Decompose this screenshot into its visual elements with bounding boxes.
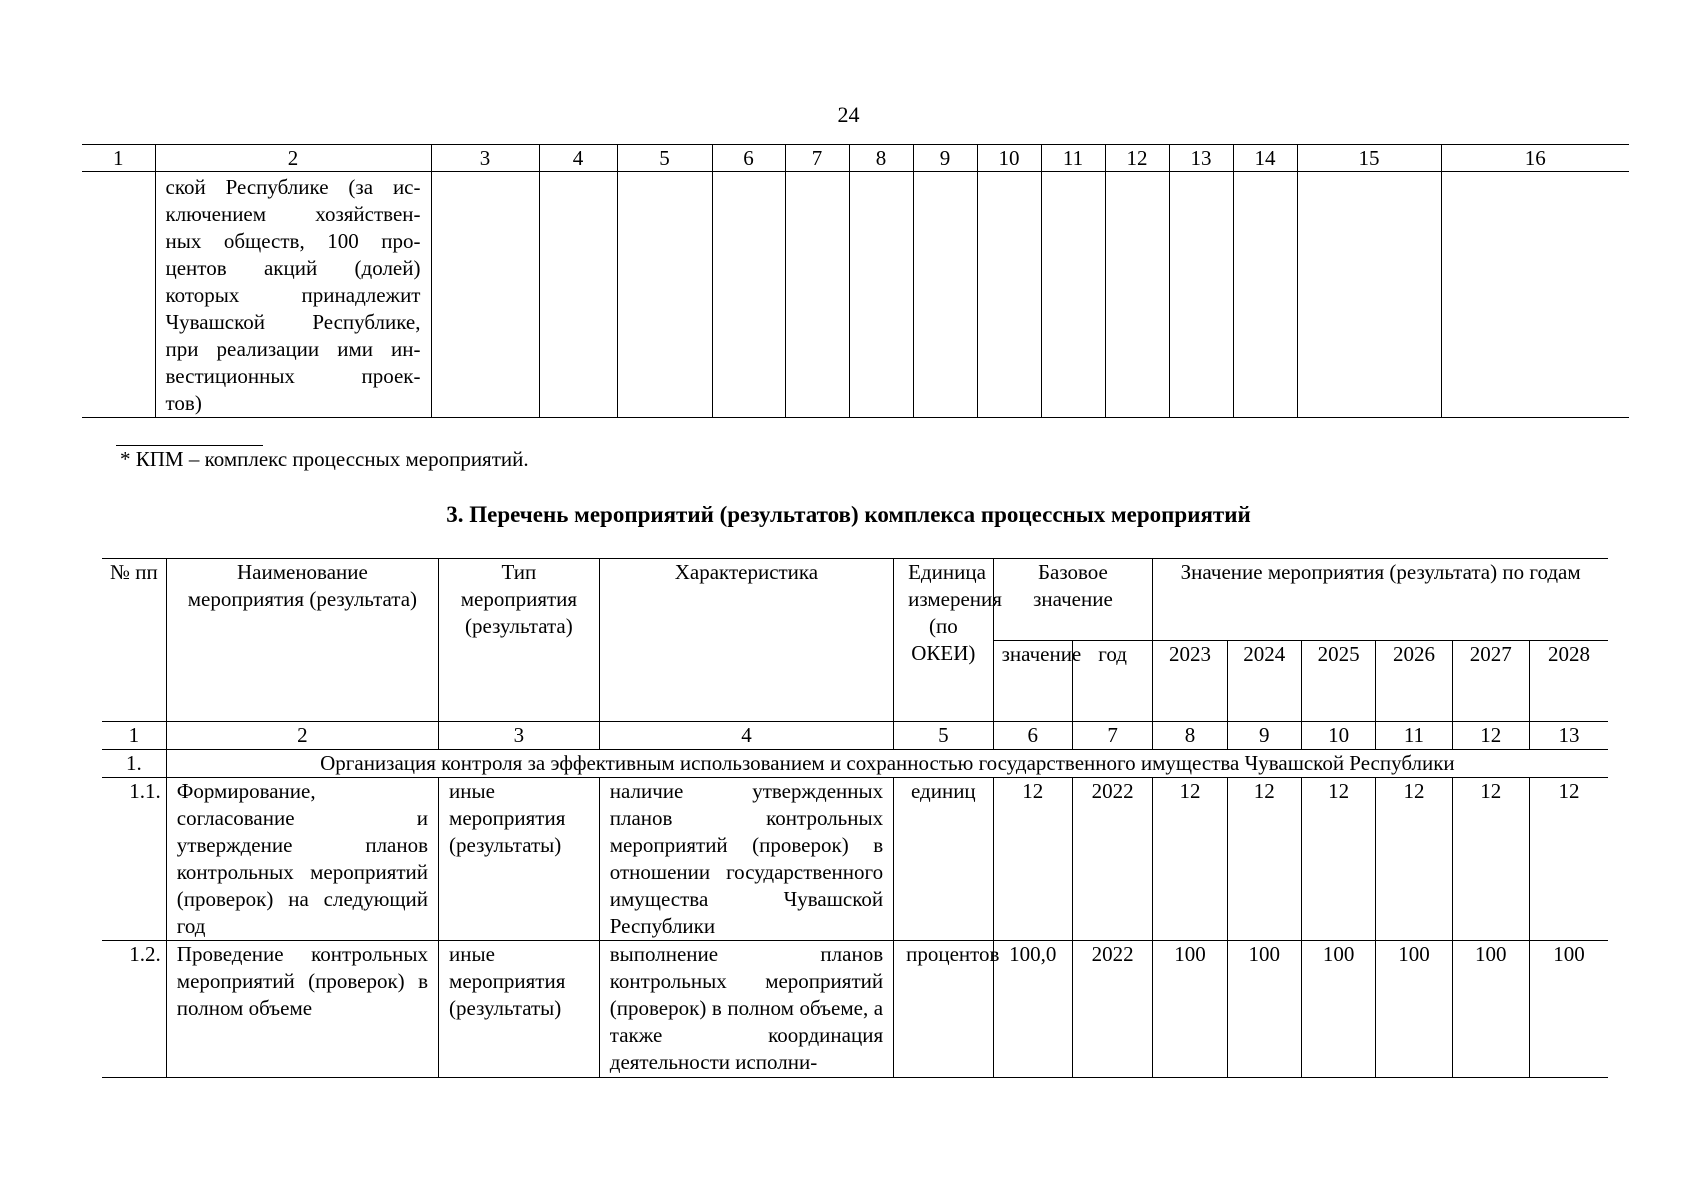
row-name: Формирование, согласование и утверждение планов контрольных мероприятий (проверок) на следующий год bbox=[166, 778, 438, 941]
row-value: 12 bbox=[1529, 778, 1608, 941]
text-line: ных обществ, 100 про- bbox=[165, 229, 421, 253]
row-base-year: 2022 bbox=[1072, 941, 1152, 1078]
page-number: 24 bbox=[837, 102, 860, 127]
header-type: Тип мероприятия (результата) bbox=[439, 559, 600, 722]
table-cell bbox=[712, 172, 785, 418]
column-number: 15 bbox=[1297, 145, 1441, 172]
table-row bbox=[102, 778, 1608, 941]
column-number: 2 bbox=[155, 145, 431, 172]
text-line: Чувашской Республике, bbox=[165, 310, 421, 334]
table-cell bbox=[913, 172, 977, 418]
continuation-table bbox=[82, 144, 1629, 418]
header-characteristic: Характеристика bbox=[599, 559, 893, 722]
column-number: 13 bbox=[1529, 722, 1608, 750]
column-number: 1 bbox=[82, 145, 155, 172]
header-name: Наименование мероприятия (результата) bbox=[166, 559, 438, 722]
column-number: 8 bbox=[1153, 722, 1227, 750]
footnote: * КПМ – комплекс процессных мероприятий. bbox=[120, 447, 529, 471]
table-cell bbox=[1105, 172, 1169, 418]
column-number: 3 bbox=[431, 145, 539, 172]
row-type: иные мероприятия (результаты) bbox=[439, 941, 600, 1078]
row-unit: процентов bbox=[894, 941, 993, 1078]
header-year: 2027 bbox=[1452, 641, 1529, 722]
column-number: 8 bbox=[849, 145, 913, 172]
header-year: 2026 bbox=[1376, 641, 1452, 722]
table-cell bbox=[785, 172, 849, 418]
table-cell bbox=[617, 172, 712, 418]
row-base-value: 100,0 bbox=[993, 941, 1072, 1078]
column-number: 10 bbox=[977, 145, 1041, 172]
header-year: 2028 bbox=[1529, 641, 1608, 722]
section-row-title: Организация контроля за эффективным использованием и сохранностью государственного имущества Чувашской Республики bbox=[166, 750, 1608, 778]
header-num: № пп bbox=[102, 559, 166, 722]
row-value: 12 bbox=[1153, 778, 1227, 941]
column-number: 5 bbox=[894, 722, 993, 750]
text-line: ключением хозяйствен- bbox=[165, 202, 421, 226]
column-number: 5 bbox=[617, 145, 712, 172]
text-line: вестиционных проек- bbox=[165, 364, 421, 388]
header-unit: Единица измерения (по ОКЕИ) bbox=[894, 559, 993, 722]
column-number-row bbox=[102, 722, 1608, 750]
table-cell bbox=[1233, 172, 1297, 418]
header-year: 2023 bbox=[1153, 641, 1227, 722]
section-title: 3. Перечень мероприятий (результатов) комплекса процессных мероприятий bbox=[446, 502, 1251, 527]
table-cell bbox=[431, 172, 539, 418]
header-row bbox=[102, 559, 1608, 641]
table-cell bbox=[1441, 172, 1629, 418]
column-number: 12 bbox=[1452, 722, 1529, 750]
row-value: 100 bbox=[1227, 941, 1301, 1078]
row-value: 100 bbox=[1153, 941, 1227, 1078]
section-row bbox=[102, 750, 1608, 778]
row-value: 100 bbox=[1376, 941, 1452, 1078]
text-line: тов) bbox=[165, 391, 202, 415]
table-cell bbox=[977, 172, 1041, 418]
header-base: Базовое значение bbox=[993, 559, 1153, 641]
table-cell bbox=[849, 172, 913, 418]
header-year: 2025 bbox=[1301, 641, 1375, 722]
header-base-year: год bbox=[1072, 641, 1152, 722]
column-number: 9 bbox=[1227, 722, 1301, 750]
table-row bbox=[102, 941, 1608, 1078]
row-num: 1.2. bbox=[102, 941, 166, 1078]
column-number: 9 bbox=[913, 145, 977, 172]
text-line: при реализации ими ин- bbox=[165, 337, 421, 361]
row-characteristic: наличие утвержденных планов контрольных мероприятий (проверок) в отношении государственного имущества Чувашской Республики bbox=[599, 778, 893, 941]
column-number: 4 bbox=[539, 145, 617, 172]
row-name: Проведение контрольных мероприятий (проверок) в полном объеме bbox=[166, 941, 438, 1078]
column-number: 12 bbox=[1105, 145, 1169, 172]
column-number: 13 bbox=[1169, 145, 1233, 172]
row-unit: единиц bbox=[894, 778, 993, 941]
table-cell bbox=[82, 172, 155, 418]
row-value: 12 bbox=[1376, 778, 1452, 941]
text-line: ской Республике (за ис- bbox=[165, 175, 421, 199]
column-number: 11 bbox=[1376, 722, 1452, 750]
header-by-years: Значение мероприятия (результата) по годам bbox=[1153, 559, 1608, 641]
text-line: центов акций (долей) bbox=[165, 256, 421, 280]
row-num: 1.1. bbox=[102, 778, 166, 941]
row-value: 12 bbox=[1301, 778, 1375, 941]
table-cell bbox=[1297, 172, 1441, 418]
column-number: 7 bbox=[1072, 722, 1152, 750]
row-base-value: 12 bbox=[993, 778, 1072, 941]
row-value: 100 bbox=[1452, 941, 1529, 1078]
table-cell bbox=[1169, 172, 1233, 418]
column-number: 1 bbox=[102, 722, 166, 750]
column-number: 3 bbox=[439, 722, 600, 750]
column-number: 6 bbox=[712, 145, 785, 172]
column-number: 6 bbox=[993, 722, 1072, 750]
activities-table bbox=[102, 558, 1608, 1078]
row-value: 12 bbox=[1227, 778, 1301, 941]
row-value: 100 bbox=[1529, 941, 1608, 1078]
row-type: иные мероприятия (результаты) bbox=[439, 778, 600, 941]
column-number-row bbox=[82, 145, 1629, 172]
row-value: 100 bbox=[1301, 941, 1375, 1078]
table-row bbox=[82, 172, 1629, 418]
section-num: 1. bbox=[102, 750, 166, 778]
table-cell bbox=[539, 172, 617, 418]
column-number: 2 bbox=[166, 722, 438, 750]
table-cell bbox=[1041, 172, 1105, 418]
column-number: 10 bbox=[1301, 722, 1375, 750]
text-line: которых принадлежит bbox=[165, 283, 421, 307]
column-number: 14 bbox=[1233, 145, 1297, 172]
header-base-value: значение bbox=[993, 641, 1072, 722]
column-number: 16 bbox=[1441, 145, 1629, 172]
row-value: 12 bbox=[1452, 778, 1529, 941]
header-year: 2024 bbox=[1227, 641, 1301, 722]
row-base-year: 2022 bbox=[1072, 778, 1152, 941]
column-number: 11 bbox=[1041, 145, 1105, 172]
continued-name-cell bbox=[155, 172, 431, 418]
row-characteristic: выполнение планов контрольных мероприятий (проверок) в полном объеме, а также координация деятельности исполни- bbox=[599, 941, 893, 1078]
column-number: 4 bbox=[599, 722, 893, 750]
column-number: 7 bbox=[785, 145, 849, 172]
